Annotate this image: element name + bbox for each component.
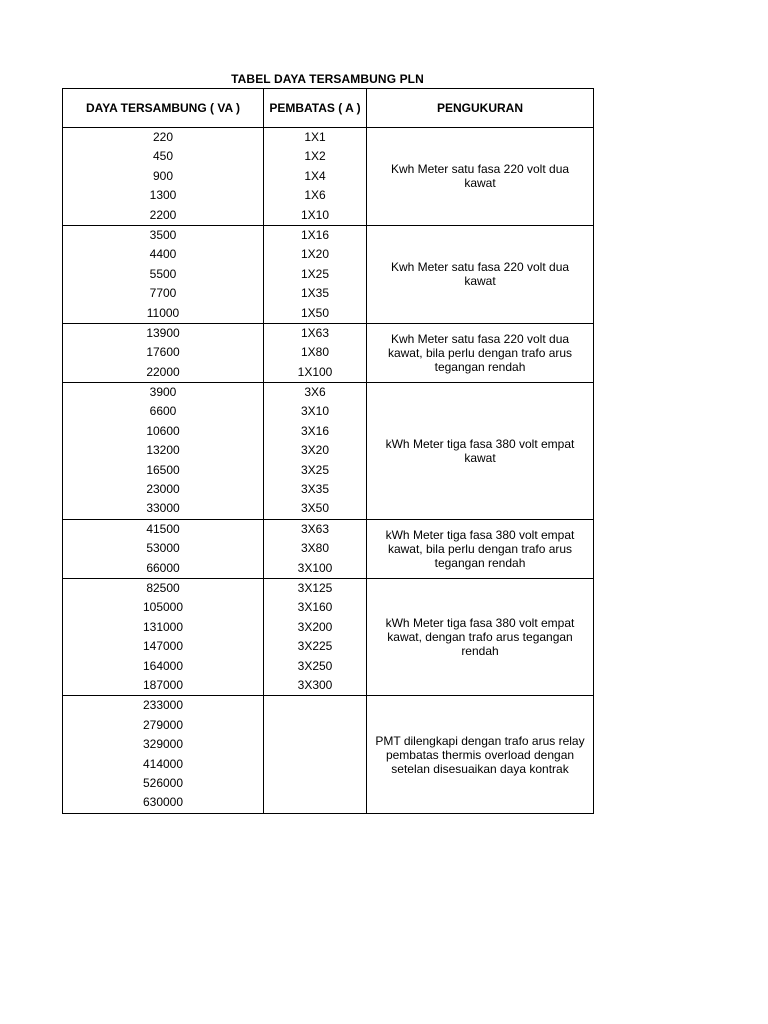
daya-table [62,88,594,814]
pembatas-cell [264,128,367,226]
daya-cell [63,519,264,578]
pengukuran-cell: kWh Meter tiga fasa 380 volt empat kawat [367,383,594,520]
daya-value: 414000 [142,756,184,771]
pembatas-value: 3X63 [300,521,330,536]
pembatas-cell [264,225,367,323]
pembatas-value: 3X200 [297,619,333,634]
daya-value: 16500 [146,462,180,477]
daya-value: 220 [152,130,174,144]
pembatas-value: 3X125 [297,580,333,595]
daya-value: 6600 [149,404,177,419]
pembatas-value [264,793,366,812]
pembatas-value: 3X250 [297,658,333,673]
pembatas-value: 1X63 [300,325,330,340]
daya-value: 131000 [142,619,184,634]
daya-value: 279000 [142,717,184,732]
daya-value: 450 [152,149,174,164]
pembatas-value: 1X10 [300,207,330,222]
daya-value: 13200 [146,443,180,458]
pengukuran-cell: kWh Meter tiga fasa 380 volt empat kawat, bila perlu dengan trafo arus tegangan rendah [367,519,594,578]
pembatas-value: 1X25 [300,266,330,281]
daya-value: 11000 [146,305,180,320]
pembatas-value: 3X80 [300,541,330,556]
table-row [63,128,594,226]
daya-value: 4400 [149,247,177,262]
daya-value: 187000 [142,677,184,692]
pembatas-value: 3X20 [300,443,330,458]
table-body [63,128,594,814]
pembatas-value: 1X80 [300,345,330,360]
daya-cell [63,323,264,382]
daya-cell [63,578,264,695]
daya-value: 105000 [142,600,184,615]
pembatas-value: 1X6 [304,188,326,203]
table-header-row [63,89,594,128]
header-pembatas: PEMBATAS ( A ) [264,89,367,128]
pembatas-value [264,755,366,774]
pembatas-value: 3X25 [300,462,330,477]
daya-value: 10600 [146,423,180,438]
daya-value: 7700 [149,286,177,301]
pembatas-value: 3X225 [297,639,333,654]
daya-cell [63,383,264,520]
pengukuran-cell: Kwh Meter satu fasa 220 volt dua kawat [367,128,594,226]
daya-value: 1300 [149,188,177,203]
table-row [63,383,594,520]
pembatas-cell [264,383,367,520]
header-pengukuran: PENGUKURAN [367,89,594,128]
daya-value: 33000 [146,501,180,516]
pembatas-value: 1X100 [297,364,333,379]
pembatas-value: 3X100 [297,560,333,575]
daya-value: 329000 [142,737,184,752]
table-row [63,578,594,695]
daya-value: 5500 [149,266,177,281]
pembatas-value: 3X160 [297,600,333,615]
pembatas-value: 3X16 [300,423,330,438]
pembatas-cell [264,578,367,695]
table-row [63,519,594,578]
daya-value: 233000 [142,698,184,713]
page-title: TABEL DAYA TERSAMBUNG PLN [231,72,424,86]
daya-value: 900 [152,168,174,183]
pembatas-value: 3X6 [304,385,326,400]
pembatas-value [264,735,366,754]
pengukuran-cell: kWh Meter tiga fasa 380 volt empat kawat, dengan trafo arus tegangan rendah [367,578,594,695]
pengukuran-cell: Kwh Meter satu fasa 220 volt dua kawat [367,225,594,323]
daya-value: 3500 [149,227,177,242]
pembatas-cell [264,696,367,813]
pembatas-value [264,716,366,735]
pengukuran-cell: PMT dilengkapi dengan trafo arus relay pembatas thermis overload dengan setelan disesuaikan daya kontrak [367,696,594,813]
pembatas-value: 1X50 [300,305,330,320]
daya-value: 66000 [146,560,180,575]
table-row [63,696,594,813]
daya-cell [63,128,264,226]
pembatas-value: 1X35 [300,286,330,301]
table-row [63,323,594,382]
daya-value: 53000 [146,541,180,556]
pembatas-value: 1X2 [304,149,326,164]
daya-value: 82500 [146,580,180,595]
daya-value: 41500 [146,521,180,536]
header-daya: DAYA TERSAMBUNG ( VA ) [63,89,264,128]
pembatas-value: 3X10 [300,404,330,419]
daya-value: 526000 [142,775,184,790]
pembatas-value [264,696,366,715]
daya-cell [63,225,264,323]
daya-value: 3900 [149,385,177,400]
daya-value: 13900 [146,325,180,340]
pembatas-value: 3X300 [297,677,333,692]
daya-value: 22000 [146,364,180,379]
daya-value: 164000 [142,658,184,673]
daya-cell [63,696,264,813]
pembatas-value: 1X4 [304,168,326,183]
pembatas-value: 3X50 [300,501,330,516]
pembatas-value: 1X20 [300,247,330,262]
daya-value: 630000 [142,795,184,810]
pembatas-cell [264,323,367,382]
pembatas-value [264,774,366,793]
daya-value: 2200 [149,207,177,222]
daya-value: 23000 [146,482,180,497]
table-row [63,225,594,323]
daya-value: 17600 [146,345,180,360]
pembatas-value: 3X35 [300,482,330,497]
pembatas-value: 1X16 [300,227,330,242]
pembatas-cell [264,519,367,578]
pembatas-value: 1X1 [304,130,326,144]
pengukuran-cell: Kwh Meter satu fasa 220 volt dua kawat, bila perlu dengan trafo arus tegangan rendah [367,323,594,382]
daya-value: 147000 [142,639,184,654]
